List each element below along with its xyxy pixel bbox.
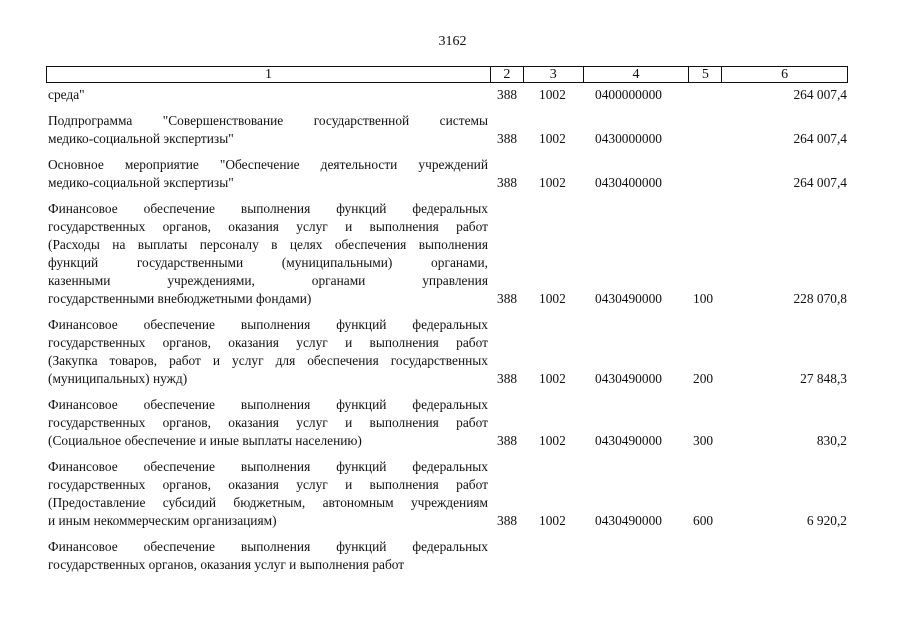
section-code: 1002 [539,131,566,146]
ministry-code: 388 [497,291,518,306]
description-line: Финансовое обеспечение выполнения функций федеральных [48,459,488,474]
header-col-6: 6 [781,67,789,82]
row-codes [48,290,848,308]
target-article-code: 0430400000 [595,175,662,190]
description-line: государственных органов, оказания услуг и выполнения работ [48,415,488,430]
section-code: 1002 [539,433,566,448]
amount: 264 007,4 [793,131,847,146]
description-line: Основное мероприятие "Обеспечение деятельности учреждений [48,157,488,172]
description-line: и иным некоммерческим организациям) [48,513,277,528]
description-line: казенными учреждениями, органами управления [48,273,488,288]
ministry-code: 388 [497,371,518,386]
header-col-3: 3 [524,67,584,82]
expense-type-code: 200 [693,371,714,386]
description-line: государственных органов, оказания услуг и выполнения работ [48,477,488,492]
description-line: (Предоставление субсидий бюджетным, автономным учреждениям [48,495,488,510]
header-col-2: 2 [491,67,524,82]
ministry-code: 388 [497,131,518,146]
description-line: Подпрограмма "Совершенствование государственной системы [48,113,488,128]
description-line: государственных органов, оказания услуг и выполнения работ [48,335,488,350]
description-line: медико-социальной экспертизы" [48,175,234,190]
description-line: Финансовое обеспечение выполнения функций федеральных [48,201,488,216]
target-article-code: 0400000000 [595,87,662,102]
ministry-code: 388 [497,513,518,528]
target-article-code: 0430490000 [595,371,662,386]
header-col-5: 5 [689,67,722,82]
table-row [48,112,848,148]
row-codes [48,130,848,148]
row-codes [48,86,848,104]
section-code: 1002 [539,87,566,102]
description-line: (муниципальных) нужд) [48,371,188,386]
header-col-4: 4 [584,67,690,82]
table-row [48,396,848,450]
amount: 264 007,4 [793,175,847,190]
amount: 6 920,2 [806,513,847,528]
section-code: 1002 [539,513,566,528]
expense-type-code: 600 [693,513,714,528]
header-col-1: 1 [47,67,491,82]
row-codes [48,370,848,388]
expense-type-code: 100 [693,291,714,306]
description-line: государственных органов, оказания услуг и выполнения работ [48,557,405,572]
target-article-code: 0430490000 [595,433,662,448]
description-line: Финансовое обеспечение выполнения функций федеральных [48,317,488,332]
description-line: (Расходы на выплаты персоналу в целях обеспечения выполнения [48,237,488,252]
table-row [48,538,848,574]
ministry-code: 388 [497,87,518,102]
row-codes [48,556,848,574]
amount: 228 070,8 [793,291,847,306]
expense-type-code: 300 [693,433,714,448]
page-number: 3162 [438,34,467,49]
table-body [48,86,848,582]
description-line: государственными внебюджетными фондами) [48,291,312,306]
description-line: Финансовое обеспечение выполнения функций федеральных [48,397,488,412]
description-line: среда" [48,87,85,102]
row-codes [48,512,848,530]
row-codes [48,432,848,450]
row-codes [48,174,848,192]
section-code: 1002 [539,291,566,306]
description-line: государственных органов, оказания услуг и выполнения работ [48,219,488,234]
table-row [48,200,848,308]
target-article-code: 0430490000 [595,513,662,528]
ministry-code: 388 [497,433,518,448]
table-header [46,66,848,83]
description-line: (Закупка товаров, работ и услуг для обеспечения государственных [48,353,488,368]
section-code: 1002 [539,371,566,386]
amount: 27 848,3 [800,371,847,386]
table-row [48,458,848,530]
description-line: медико-социальной экспертизы" [48,131,234,146]
table-row [48,316,848,388]
target-article-code: 0430490000 [595,291,662,306]
section-code: 1002 [539,175,566,190]
table-row [48,86,848,104]
description-line: функций государственными (муниципальными) органами, [48,255,488,270]
amount: 264 007,4 [793,87,847,102]
amount: 830,2 [816,433,847,448]
description-line: Финансовое обеспечение выполнения функций федеральных [48,539,488,554]
table-row [48,156,848,192]
target-article-code: 0430000000 [595,131,662,146]
ministry-code: 388 [497,175,518,190]
description-line: (Социальное обеспечение и иные выплаты населению) [48,433,362,448]
